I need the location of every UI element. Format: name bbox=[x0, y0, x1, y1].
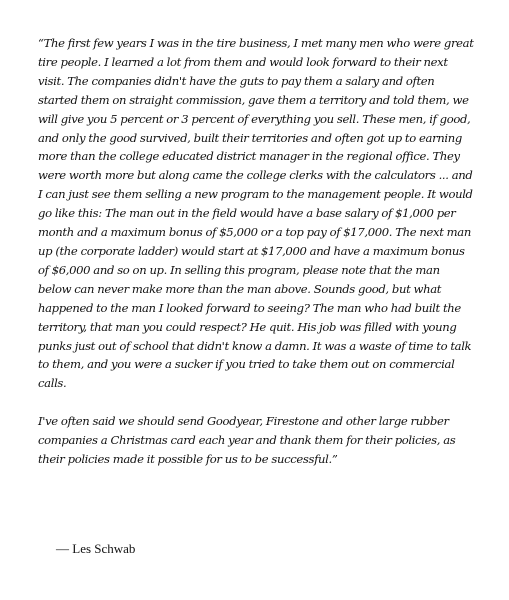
quote-block bbox=[38, 34, 474, 469]
quote-attribution: — Les Schwab bbox=[56, 541, 136, 556]
quote-paragraph-2: I've often said we should send Goodyear, Firestone and other large rubber companies a Christmas card each year and thank them for their policies, as their policies made it possible for us to be successful.” bbox=[38, 414, 456, 466]
quote-paragraph-1: “The first few years I was in the tire business, I met many men who were great tire people. I learned a lot from them and would look forward to their next visit. The companies didn't have the guts to pay them a salary and often started them on straight commission, gave them a territory and told them, we will give you 5 percent or 3 percent of everything you sell. These men, if good, and only the good survived, built their territories and often got up to earning more than the college educated district manager in the regional office. They were worth more but along came the college clerks with the calculators ... and I can just see them selling a new program to the management people. It would go like this: The man out in the field would have a base salary of $1,000 per month and a maximum bonus of $5,000 or a top pay of $17,000. The next man up (the corporate ladder) would start at $17,000 and have a maximum bonus of $6,000 and so on up. In selling this program, please note that the man below can never make more than the man above. Sounds good, but what happened to the man I looked forward to seeing? The man who had built the territory, that man you could respect? He quit. His job was filled with young punks just out of school that didn't know a damn. It was a waste of time to talk to them, and you were a sucker if you tried to take them out on commercial calls. bbox=[38, 36, 474, 391]
